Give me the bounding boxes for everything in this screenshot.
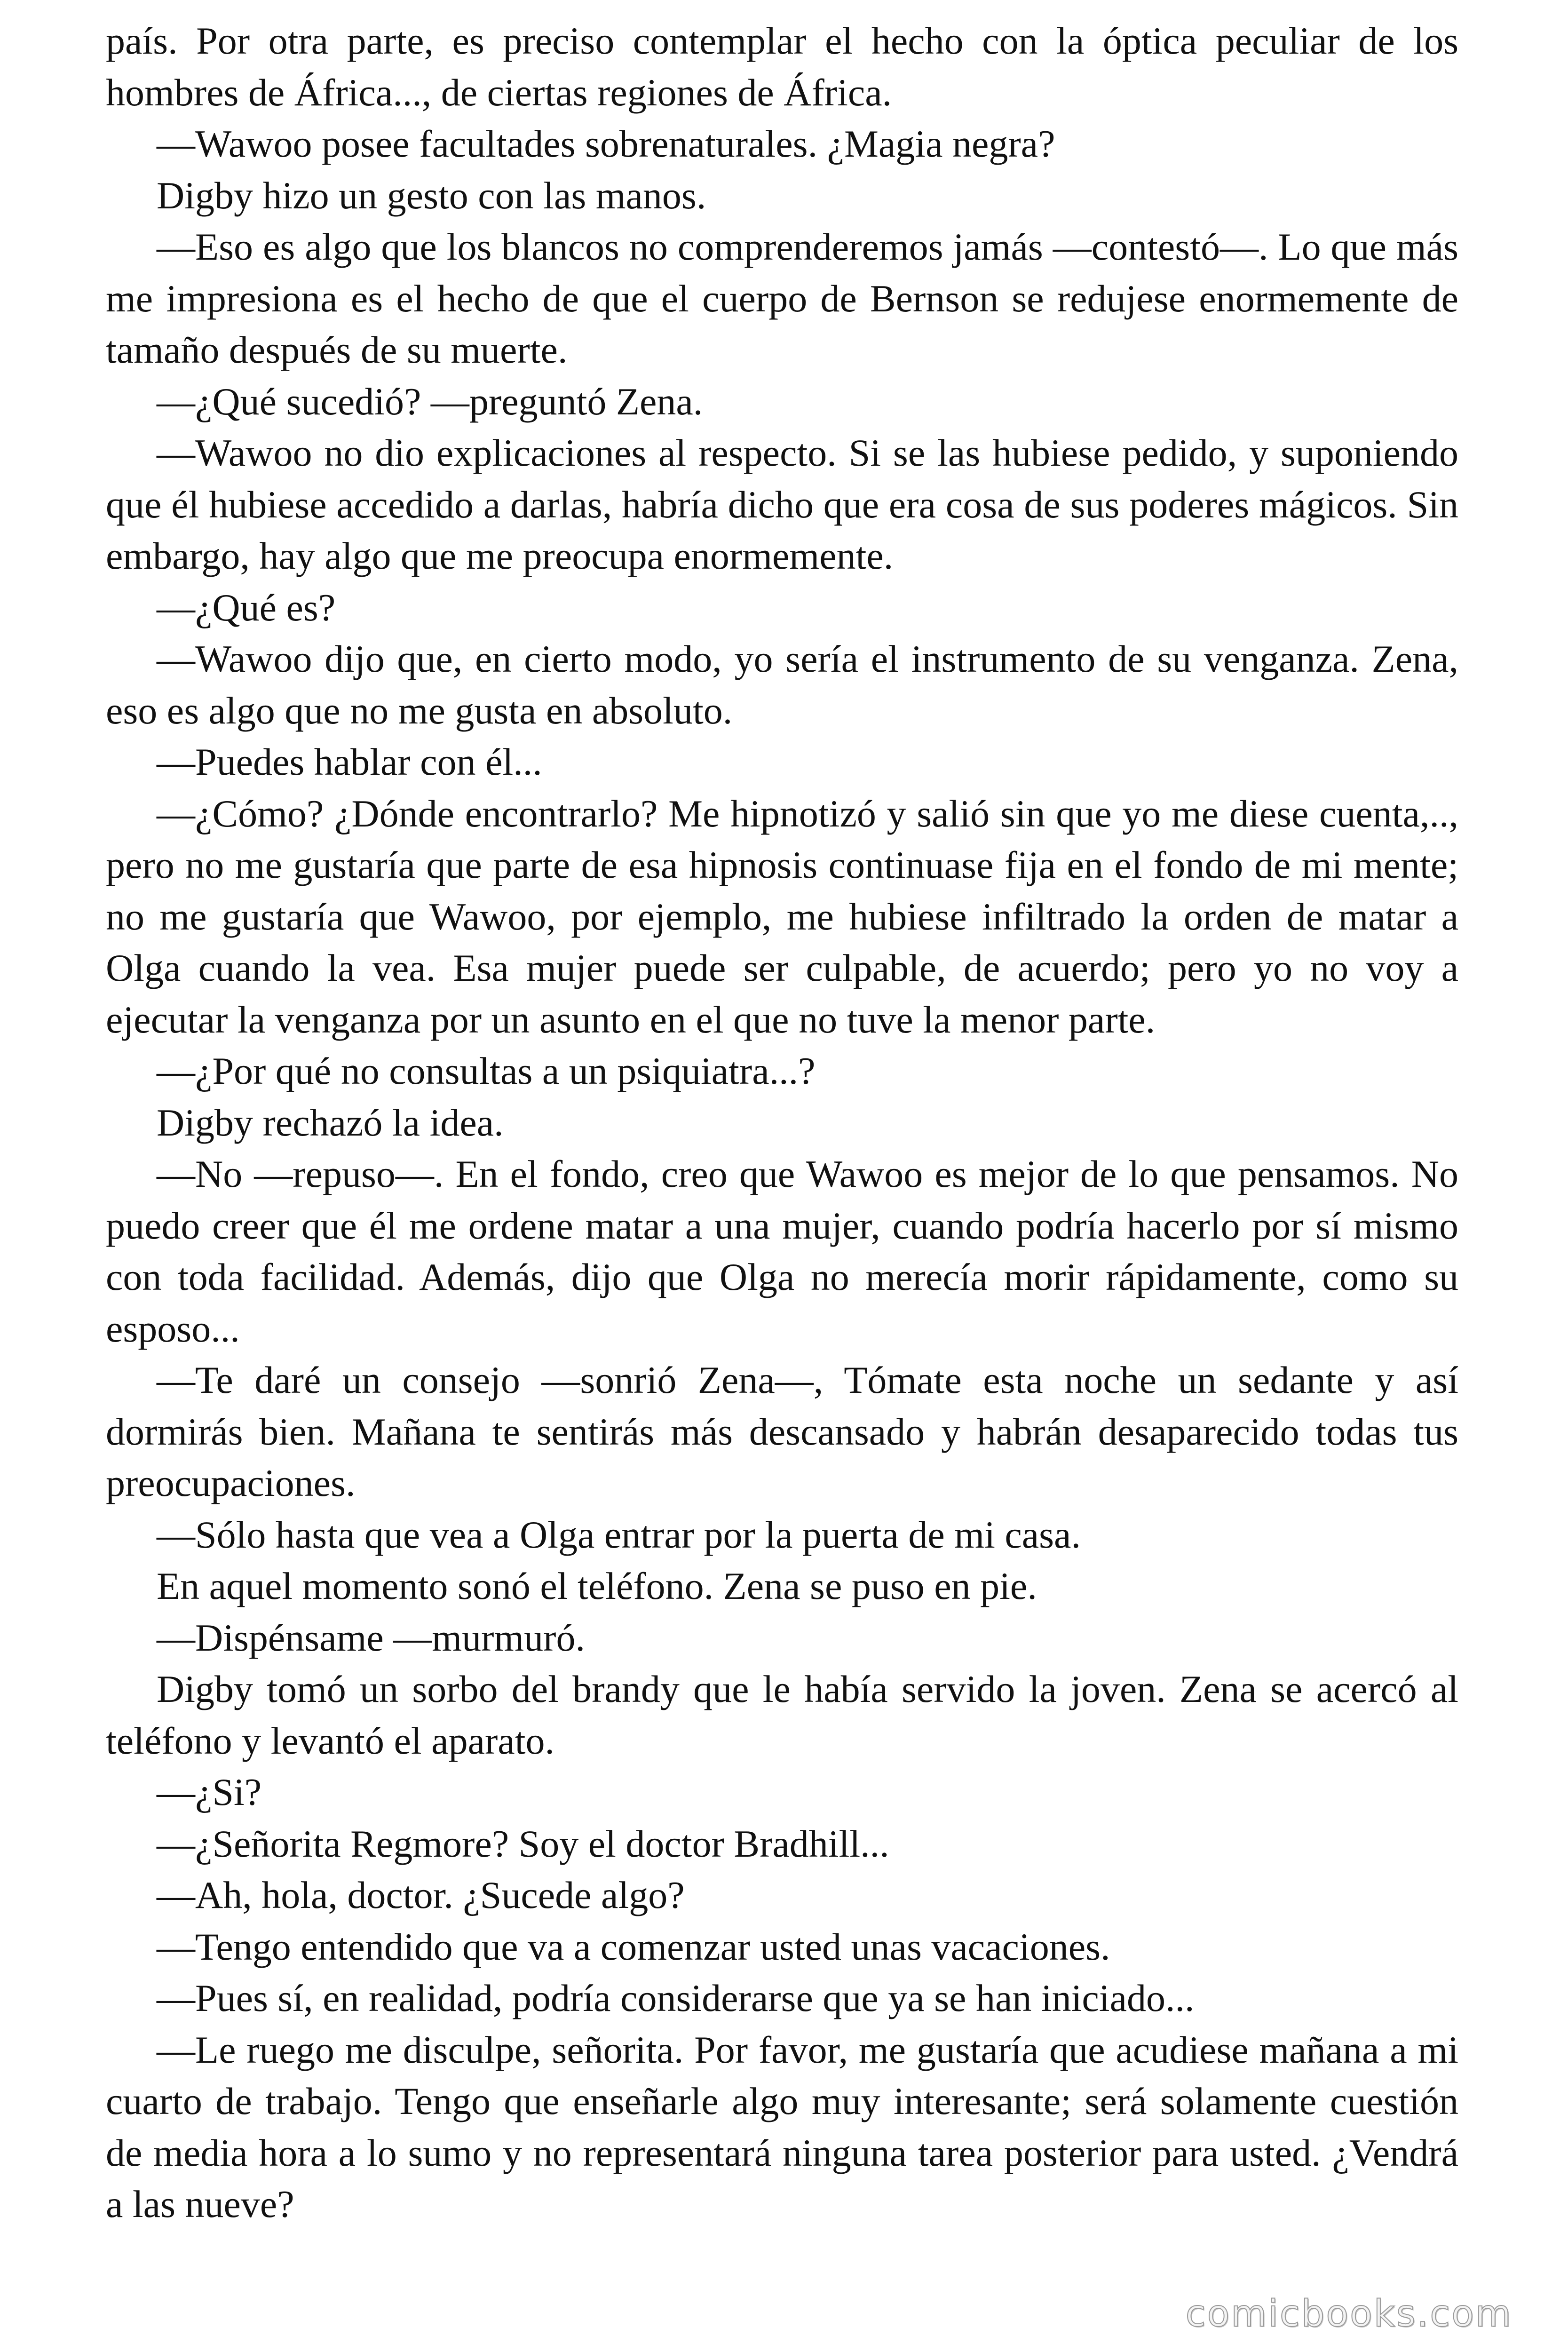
paragraph: —Pues sí, en realidad, podría considerarse que ya se han iniciado... [157,1977,1195,2019]
paragraph: Digby hizo un gesto con las manos. [157,174,706,217]
paragraph: En aquel momento sonó el teléfono. Zena se puso en pie. [157,1565,1037,1607]
paragraph: —No —repuso—. En el fondo, creo que Wawoo es mejor de lo que pensamos. No puedo creer que él me ordene matar a una mujer, cuando podría hacerlo por sí mismo con toda facilidad. Además, dijo que Olga no merecía morir rápidamente, como su esposo... [106,1152,1458,1350]
paragraph: —Wawoo dijo que, en cierto modo, yo sería el instrumento de su venganza. Zena, eso es algo que no me gusta en absoluto. [106,637,1458,732]
paragraph: —Ah, hola, doctor. ¿Sucede algo? [157,1874,685,1916]
paragraph: —¿Qué sucedió? —preguntó Zena. [157,380,703,423]
paragraph: —Puedes hablar con él... [157,740,542,783]
paragraph: —¿Por qué no consultas a un psiquiatra...? [157,1049,816,1092]
paragraph: —Wawoo no dio explicaciones al respecto. Si se las hubiese pedido, y suponiendo que él hubiese accedido a darlas, habría dicho que era cosa de sus poderes mágicos. Sin embargo, hay algo que me preocupa enormemente. [106,431,1458,577]
body-text [106,15,1458,2230]
paragraph: Digby rechazó la idea. [157,1101,504,1144]
paragraph: —¿Qué es? [157,586,336,629]
paragraph: —¿Señorita Regmore? Soy el doctor Bradhill... [157,1822,889,1865]
paragraph: —Tengo entendido que va a comenzar usted unas vacaciones. [157,1925,1110,1968]
paragraph: —Eso es algo que los blancos no comprenderemos jamás —contestó—. Lo que más me impresiona es el hecho de que el cuerpo de Bernson se redujese enormemente de tamaño después de su muerte. [106,225,1458,371]
watermark: comicbooks.com [1185,2293,1513,2335]
paragraph: —Te daré un consejo —sonrió Zena—, Tómate esta noche un sedante y así dormirás bien. Mañana te sentirás más descansado y habrán desaparecido todas tus preocupaciones. [106,1359,1458,1504]
paragraph: —Le ruego me disculpe, señorita. Por favor, me gustaría que acudiese mañana a mi cuarto de trabajo. Tengo que enseñarle algo muy interesante; será solamente cuestión de media hora a lo sumo y no representará ninguna tarea posterior para usted. ¿Vendrá a las nueve? [106,2028,1458,2225]
paragraph: —Dispénsame —murmuró. [157,1616,585,1659]
paragraph: —Sólo hasta que vea a Olga entrar por la puerta de mi casa. [157,1513,1081,1556]
paragraph: —¿Si? [157,1771,262,1813]
paragraph: —¿Cómo? ¿Dónde encontrarlo? Me hipnotizó y salió sin que yo me diese cuenta,.., pero no me gustaría que parte de esa hipnosis continuase fija en el fondo de mi mente; no me gustaría que Wawoo, por ejemplo, me hubiese infiltrado la orden de matar a Olga cuando la vea. Esa mujer puede ser culpable, de acuerdo; pero yo no voy a ejecutar la venganza por un asunto en el que no tuve la menor parte. [106,792,1458,1041]
paragraph: —Wawoo posee facultades sobrenaturales. ¿Magia negra? [157,122,1055,165]
paragraph: Digby tomó un sorbo del brandy que le había servido la joven. Zena se acercó al teléfono y levantó el aparato. [106,1668,1458,1762]
paragraph: país. Por otra parte, es preciso contemplar el hecho con la óptica peculiar de los hombres de África..., de ciertas regiones de África. [106,19,1458,114]
